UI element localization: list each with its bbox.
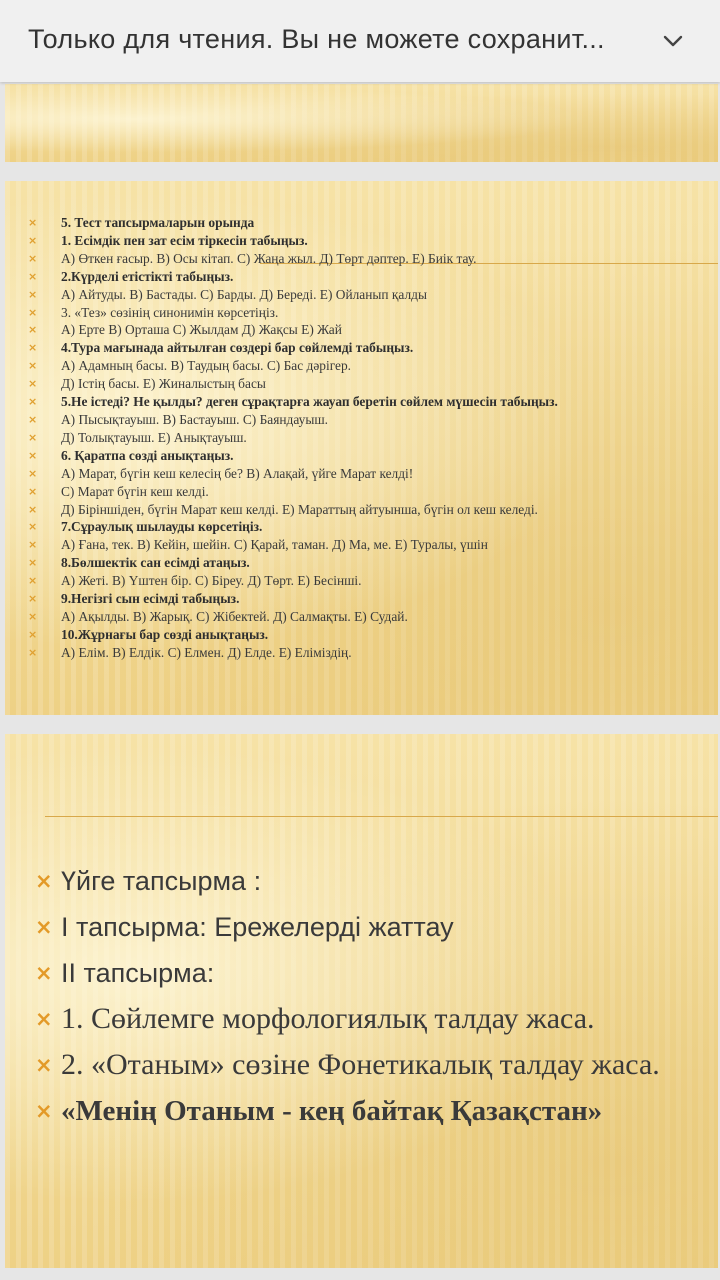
- test-line-text: Д) Істің басы. Е) Жиналыстың басы: [61, 376, 266, 392]
- test-line: [28, 375, 708, 393]
- x-bullet-icon: ×: [28, 466, 38, 480]
- test-line: [28, 554, 708, 572]
- x-bullet-icon: ×: [28, 574, 38, 588]
- test-line-text: А) Пысықтауыш. В) Бастауыш. С) Баяндауыш.: [61, 411, 328, 427]
- test-line: [28, 536, 708, 554]
- test-line: [28, 411, 708, 429]
- test-line-text: А) Жеті. В) Үштен бір. С) Біреу. Д) Төрт. Е) Бесінші.: [61, 573, 362, 589]
- x-bullet-icon: ×: [28, 233, 38, 247]
- test-line-text: 10.Жұрнағы бар сөзді анықтаңыз.: [61, 626, 269, 642]
- x-bullet-icon: ×: [28, 556, 38, 570]
- test-line-text: А) Айтуды. В) Бастады. С) Барды. Д) Береді. Е) Ойланып қалды: [61, 286, 427, 302]
- test-line: [28, 214, 708, 232]
- test-line: [28, 644, 708, 662]
- test-line-text: 8.Бөлшектік сан есімді атаңыз.: [61, 555, 250, 571]
- x-bullet-icon: ×: [28, 341, 38, 355]
- read-only-bar: [0, 0, 720, 82]
- x-bullet-icon: ×: [28, 251, 38, 265]
- homework-line-text: Үйге тапсырма :: [61, 866, 262, 896]
- read-only-message: Только для чтения. Вы не можете сохранит...: [28, 24, 605, 54]
- x-bullet-icon: ×: [28, 538, 38, 552]
- test-line-text: Д) Біріншіден, бүгін Марат кеш келді. Е) Мараттың айтуынша, бүгін ол кеш келеді.: [61, 501, 538, 517]
- test-line: [28, 465, 708, 483]
- test-line-text: 3. «Тез» сөзінің синонимін көрсетіңіз.: [61, 304, 279, 320]
- x-bullet-icon: ×: [35, 1099, 53, 1123]
- homework-line-text: 2. «Отаным» сөзіне Фонетикалық талдау жаса.: [61, 1048, 660, 1081]
- x-bullet-icon: ×: [28, 592, 38, 606]
- test-line: [28, 429, 708, 447]
- test-line-text: А) Ғана, тек. В) Кейін, шейін. С) Қарай, таман. Д) Ма, ме. Е) Туралы, үшін: [61, 537, 488, 553]
- test-line-text: 6. Қаратпа сөзді анықтаңыз.: [61, 447, 234, 463]
- x-bullet-icon: ×: [35, 869, 53, 893]
- test-line: [28, 518, 708, 536]
- homework-line-text: «Менің Отаным - кең байтақ Қазақстан»: [61, 1095, 603, 1127]
- x-bullet-icon: ×: [35, 1007, 53, 1031]
- x-bullet-icon: ×: [28, 645, 38, 659]
- x-bullet-icon: ×: [28, 448, 38, 462]
- homework-line: [33, 858, 720, 904]
- x-bullet-icon: ×: [28, 377, 38, 391]
- x-bullet-icon: ×: [28, 520, 38, 534]
- x-bullet-icon: ×: [35, 915, 53, 939]
- test-line-text: 9.Негізгі сын есімді табыңыз.: [61, 591, 240, 607]
- x-bullet-icon: ×: [28, 502, 38, 516]
- test-line: [28, 357, 708, 375]
- test-line-text: 1. Есімдік пен зат есім тіркесін табыңыз.: [61, 232, 308, 248]
- x-bullet-icon: ×: [35, 1053, 53, 1077]
- slide-1: [5, 84, 718, 162]
- x-bullet-icon: ×: [28, 412, 38, 426]
- x-bullet-icon: ×: [28, 323, 38, 337]
- test-line: [28, 339, 708, 357]
- test-line-text: 4.Тура мағынада айтылған сөздері бар сөйлемді табыңыз.: [61, 340, 414, 356]
- homework-line: [33, 950, 720, 996]
- test-line-text: А) Марат, бүгін кеш келесің бе? В) Алақай, үйге Марат келді!: [61, 465, 414, 481]
- chevron-down-icon[interactable]: [658, 26, 688, 56]
- x-bullet-icon: ×: [28, 269, 38, 283]
- test-line: [28, 572, 708, 590]
- test-line: [28, 304, 708, 322]
- homework-line-text: II тапсырма:: [61, 958, 215, 988]
- test-line-text: А) Елім. В) Елдік. С) Елмен. Д) Елде. Е) Еліміздің.: [61, 644, 352, 660]
- x-bullet-icon: ×: [28, 395, 38, 409]
- test-line: [28, 501, 708, 519]
- test-line: [28, 483, 708, 501]
- homework-line-text: I тапсырма: Ережелерді жаттау: [61, 912, 454, 942]
- test-line: [28, 268, 708, 286]
- homework-line: [33, 996, 720, 1042]
- x-bullet-icon: ×: [28, 484, 38, 498]
- test-line: [28, 447, 708, 465]
- x-bullet-icon: ×: [28, 430, 38, 444]
- x-bullet-icon: ×: [35, 961, 53, 985]
- x-bullet-icon: ×: [28, 287, 38, 301]
- test-line-text: 7.Сұраулық шылауды көрсетіңіз.: [61, 519, 263, 535]
- homework-line: [33, 904, 720, 950]
- x-bullet-icon: ×: [28, 216, 38, 229]
- homework-list: [33, 858, 720, 1134]
- homework-line: [33, 1042, 720, 1088]
- x-bullet-icon: ×: [28, 609, 38, 623]
- test-line-text: С) Марат бүгін кеш келді.: [61, 483, 209, 499]
- test-line-text: 2.Күрделі етістікті табыңыз.: [61, 268, 234, 284]
- x-bullet-icon: ×: [28, 305, 38, 319]
- test-line-text: 5. Тест тапсырмаларын орында: [61, 215, 255, 230]
- test-line: [28, 250, 708, 268]
- test-line-text: А) Ақылды. В) Жарық. С) Жібектей. Д) Салмақты. Е) Судай.: [61, 608, 408, 624]
- x-bullet-icon: ×: [28, 627, 38, 641]
- test-questions-list: [28, 214, 708, 662]
- test-line-text: 5.Не істеді? Не қылды? деген сұрақтарға жауап беретін сөйлем мүшесін табыңыз.: [61, 394, 558, 410]
- test-line-text: Д) Толықтауыш. Е) Анықтауыш.: [61, 429, 247, 445]
- test-line: [28, 393, 708, 411]
- test-line: [28, 590, 708, 608]
- slide-divider: [45, 816, 718, 817]
- homework-line-text: 1. Сөйлемге морфологиялық талдау жаса.: [61, 1002, 595, 1035]
- test-line-text: А) Өткен ғасыр. В) Осы кітап. С) Жаңа жыл. Д) Төрт дәптер. Е) Биік тау.: [61, 250, 477, 266]
- test-line: [28, 286, 708, 304]
- test-line: [28, 626, 708, 644]
- test-line: [28, 608, 708, 626]
- test-line-text: А) Ерте В) Орташа С) Жылдам Д) Жақсы Е) Жай: [61, 322, 342, 338]
- test-line: [28, 321, 708, 339]
- test-line: [28, 232, 708, 250]
- x-bullet-icon: ×: [28, 359, 38, 373]
- test-line-text: А) Адамның басы. В) Таудың басы. С) Бас дәрігер.: [61, 358, 351, 374]
- homework-line: [33, 1088, 720, 1134]
